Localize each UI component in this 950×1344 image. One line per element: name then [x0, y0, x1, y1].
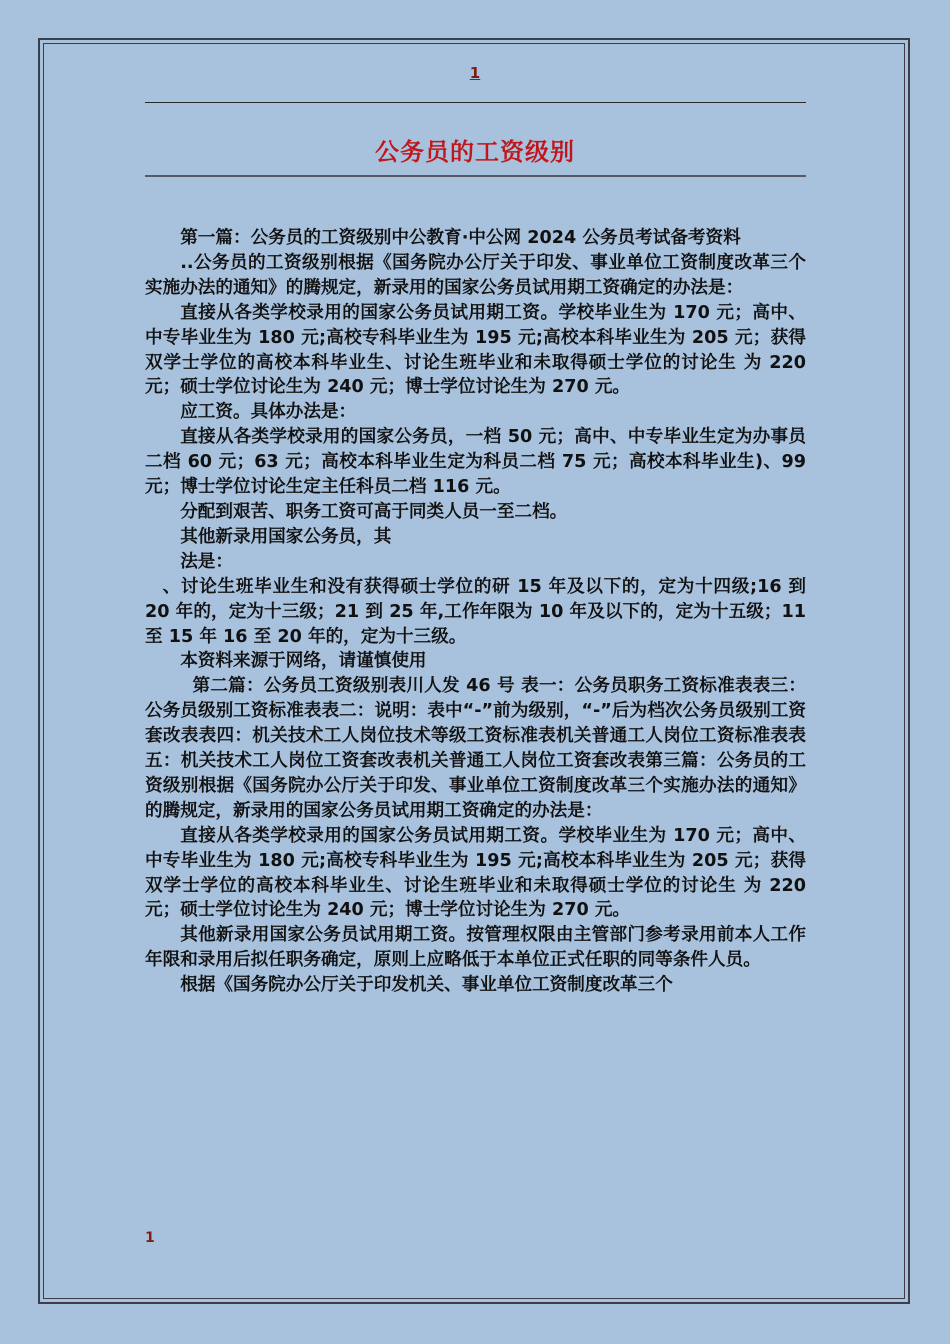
paragraph: 直接从各类学校录用的国家公务员试用期工资。学校毕业生为 170 元；高中、中专毕业生为 180 元;高校专科毕业生为 195 元;高校本科毕业生为 205 元；获得双学士学位的高校本科毕业生、讨论生班毕业和未取得硕士学位的讨论生 为 220 元；硕士学位讨论生为 240 元；博士学位讨论生为 270 元。	[145, 825, 806, 921]
paragraph: 直接从各类学校录用的国家公务员试用期工资。学校毕业生为 170 元；高中、中专毕业生为 180 元;高校专科毕业生为 195 元;高校本科毕业生为 205 元；获得双学士学位的高校本科毕业生、讨论生班毕业和未取得硕士学位的讨论生 为 220 元；硕士学位讨论生为 240 元；博士学位讨论生为 270 元。	[145, 302, 806, 398]
paragraph: 第二篇：公务员工资级别表川人发 46 号 表一：公务员职务工资标准表表三：公务员级别工资标准表表二：说明：表中“-”前为级别，“-”后为档次公务员级别工资套改表表四：机关技术工人岗位技术等级工资标准表机关普通工人岗位工资标准表表五：机关技术工人岗位工资套改表机关普通工人岗位工资套改表第三篇：公务员的工资级别根据《国务院办公厅关于印发、事业单位工资制度改革三个实施办法的通知》的腾规定，新录用的国家公务员试用期工资确定的办法是：	[145, 676, 806, 821]
document-title: 公务员的工资级别	[375, 138, 575, 166]
header-rule	[145, 102, 806, 103]
paragraph: 、讨论生班毕业生和没有获得硕士学位的研 15 年及以下的，定为十四级;16 到 20 年的，定为十三级；21 到 25 年,工作年限为 10 年及以下的，定为十五级；11 至 15 年 16 至 20 年的，定为十三级。	[145, 576, 806, 647]
paragraph: 根据《国务院办公厅关于印发机关、事业单位工资制度改革三个	[180, 975, 673, 996]
paragraph: 直接从各类学校录用的国家公务员，一档 50 元；高中、中专毕业生定为办事员二档 60 元；63 元；高校本科毕业生定为科员二档 75 元；高校本科毕业生)、99 元；博士学位讨论生定主任科员二档 116 元。	[145, 427, 806, 498]
paragraph: 应工资。具体办法是：	[180, 402, 357, 423]
document-body	[145, 226, 806, 998]
header-page-number: 1	[469, 64, 481, 82]
paragraph: 本资料来源于网络，请谨慎使用	[180, 651, 427, 672]
paragraph: 第一篇：公务员的工资级别中公教育·中公网 2024 公务员考试备考资料	[180, 228, 741, 248]
paragraph: ..公务员的工资级别根据《国务院办公厅关于印发、事业单位工资制度改革三个实施办法的通知》的腾规定，新录用的国家公务员试用期工资确定的办法是：	[145, 252, 806, 298]
paragraph: 法是：	[180, 551, 233, 572]
title-rule	[145, 175, 806, 177]
footer-page-number: 1	[145, 1230, 155, 1246]
paragraph: 分配到艰苦、职务工资可高于同类人员一至二档。	[180, 501, 568, 522]
paragraph: 其他新录用国家公务员，其	[180, 526, 392, 547]
paragraph: 其他新录用国家公务员试用期工资。按管理权限由主管部门参考录用前本人工作年限和录用后拟任职务确定，原则上应略低于本单位正式任职的同等条件人员。	[145, 925, 806, 971]
